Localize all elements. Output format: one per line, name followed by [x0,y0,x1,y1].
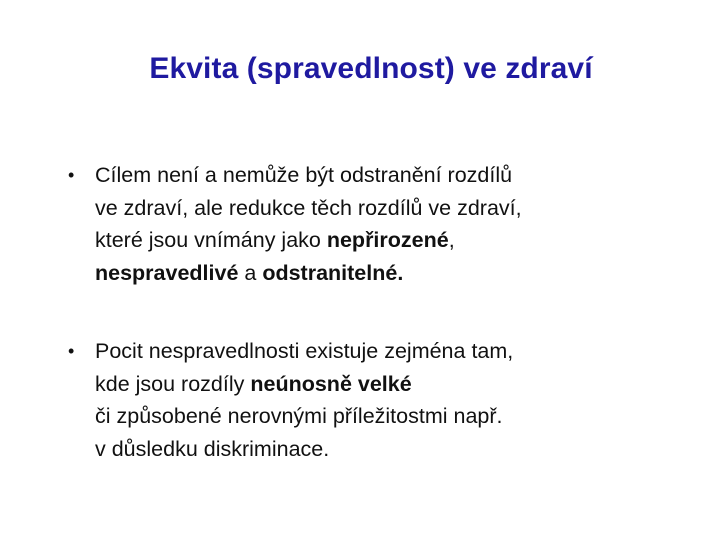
text-run: kde jsou rozdíly [95,371,251,396]
bullet-line [95,368,678,401]
bullet-marker-icon: • [68,341,75,361]
bullet-line [95,224,678,257]
text-run: v důsledku diskriminace. [95,436,330,461]
text-run: Cílem není a nemůže být odstranění rozdílů [95,163,513,187]
bullet-line [95,192,678,225]
bullet-item-injustice [68,335,678,465]
bullet-line [95,335,678,368]
bold-term-neúnosně-velké: neúnosně velké [250,371,412,396]
text-run: Pocit nespravedlnosti existuje zejména tam, [95,339,514,363]
bullet-list [68,159,678,465]
bullet-line [95,433,678,466]
bullet-line [95,400,678,433]
text-run: a [238,260,263,285]
text-run: které jsou vnímány jako [95,228,327,252]
text-run: či způsobené nerovnými příležitostmi např. [95,404,503,428]
text-run: , [448,228,455,252]
bullet-line [95,159,678,192]
bullet-line [95,257,678,290]
slide-title: Ekvita (spravedlnost) ve zdraví [149,52,593,85]
bullet-marker-icon: • [68,165,75,185]
bullet-item-goal [68,159,678,289]
text-run: ve zdraví, ale redukce těch rozdílů ve zdraví, [95,195,522,220]
bold-term-odstranitelné: odstranitelné. [262,260,404,285]
bold-term-nespravedlivé: nespravedlivé [95,260,239,285]
bold-term-nepřirozené: nepřirozené [326,228,449,252]
